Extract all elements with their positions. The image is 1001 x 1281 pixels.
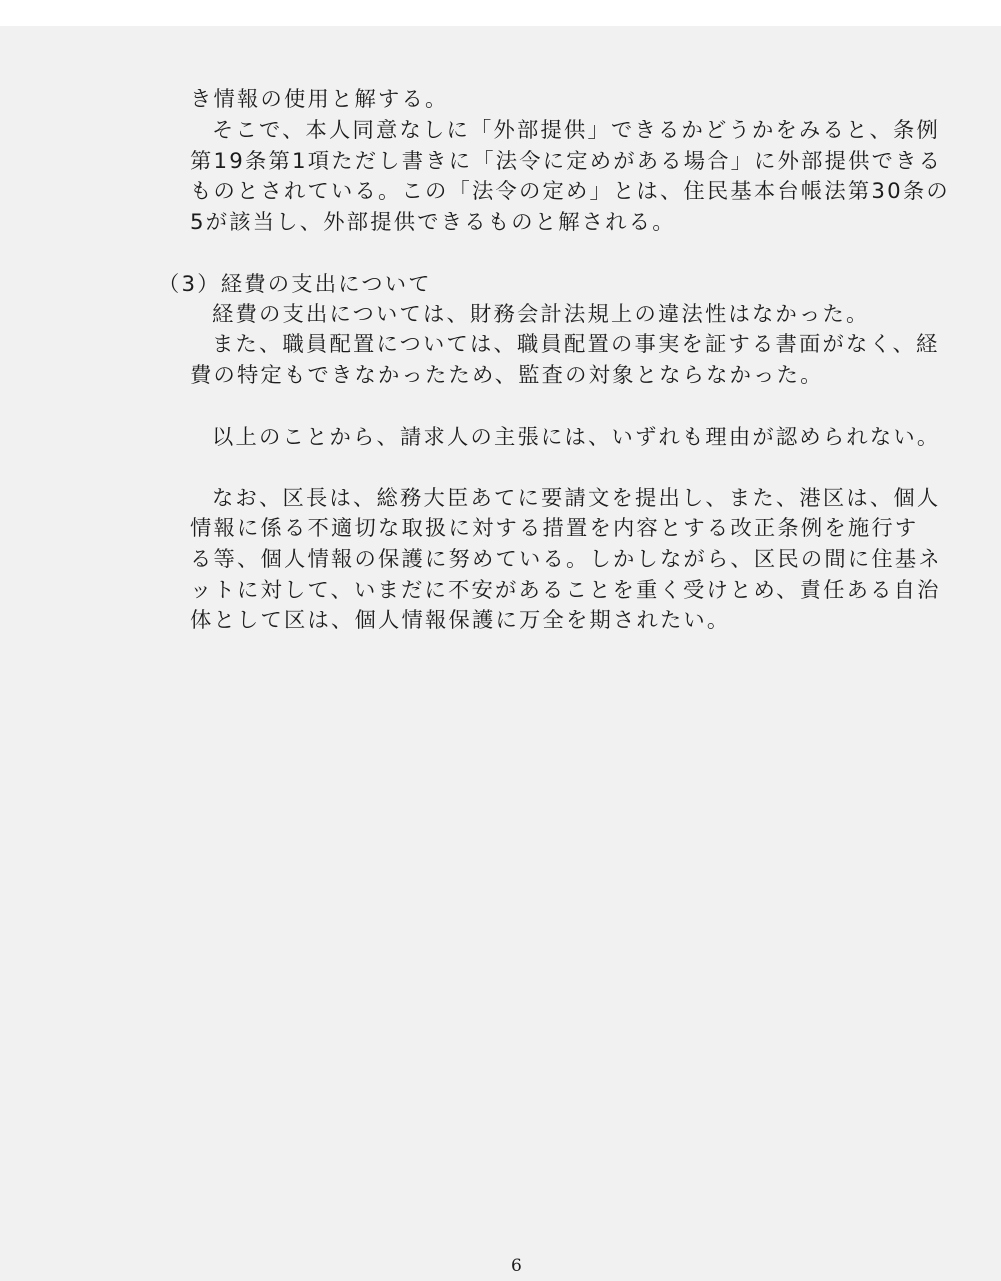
text-line-section-3-1: 経費の支出については、財務会計法規上の違法性はなかった。 [212, 302, 870, 327]
text-line-closing-2: 情報に係る不適切な取扱に対する措置を内容とする改正条例を施行す [190, 516, 919, 541]
section-heading-expense-disbursement: （3）経費の支出について [158, 272, 432, 297]
text-line-section-3-2: また、職員配置については、職員配置の事実を証する書面がなく、経 [212, 332, 940, 357]
text-line-paragraph-2-1: そこで、本人同意なしに「外部提供」できるかどうかをみると、条例 [212, 118, 940, 143]
text-line-paragraph-2-3: ものとされている。この「法令の定め」とは、住民基本台帳法第30条の [190, 179, 950, 204]
text-line-closing-1: なお、区長は、総務大臣あてに要請文を提出し、また、港区は、個人 [212, 486, 941, 511]
page-number: 6 [511, 1256, 522, 1276]
top-margin-strip [0, 0, 1001, 26]
text-line-paragraph-1-1: き情報の使用と解する。 [190, 87, 449, 112]
text-line-section-3-3: 費の特定もできなかったため、監査の対象とならなかった。 [190, 363, 824, 388]
text-line-paragraph-2-2: 第19条第1項ただし書きに「法令に定めがある場合」に外部提供できる [190, 149, 943, 174]
text-line-closing-3: る等、個人情報の保護に努めている。しかしながら、区民の間に住基ネ [190, 547, 942, 572]
text-line-closing-4: ットに対して、いまだに不安があることを重く受けとめ、責任ある自治 [190, 578, 941, 603]
text-line-conclusion: 以上のことから、請求人の主張には、いずれも理由が認められない。 [212, 425, 941, 450]
text-line-paragraph-2-4: 5が該当し、外部提供できるものと解される。 [190, 210, 676, 235]
text-line-closing-5: 体として区は、個人情報保護に万全を期されたい。 [190, 608, 731, 633]
